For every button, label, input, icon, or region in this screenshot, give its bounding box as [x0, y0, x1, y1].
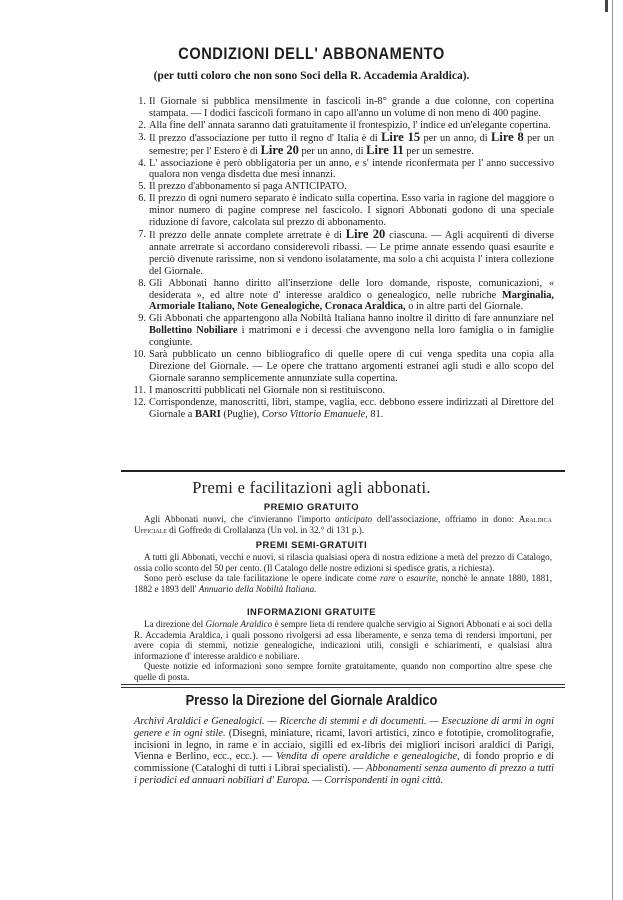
condition-item: 5. Il prezzo d'abbonamento si paga ANTICIPATO. — [138, 181, 347, 193]
condition-item: 3. Il prezzo d'associazione per tutto il regno d' Italia è di Lire 15 per un anno, di Lire 8 per un semestre; per l' Estero è di Lire 20 per un anno, di Lire 11 per un semestre. — [138, 129, 554, 157]
premi-title: Premi e facilitazioni agli abbonati. — [192, 478, 431, 497]
condition-item: 7. Il prezzo delle annate complete arretrate è di Lire 20 ciascuna. — Agli acquirenti di diverse annate arretrate si accordano considerevoli ribassi. — Le prime annate essendo quasi esaurite e perciò divenute rarissime, non si vendono isolatamente, ma solo a chi acquista l' intera collezione del Giornale. — [138, 226, 555, 277]
condition-item: 6. Il prezzo di ogni numero separato è indicato sulla copertina. Esso varia in ragione del maggiore o minor numero di pagine comprese nel fascicolo. I signori Abbonati godono di una speciale riduzione di favore, calcolata sul prezzo di abbonamento. — [138, 193, 554, 229]
page-subtitle: (per tutti coloro che non sono Soci della R. Accademia Araldica). — [153, 70, 470, 82]
condition-item: 8. Gli Abbonati hanno diritto all'inserzione delle loro domande, risposte, comunicazioni, « desiderata », ed altre note d' interesse araldico o genealogico, nelle rubriche Marginalia, Armoriale Italiano, Note Genealogiche, Cronaca Araldica, o in altre parti del Giornale. — [138, 277, 554, 313]
informazioni-heading: INFORMAZIONI GRATUITE — [246, 606, 377, 617]
premio-gratuito-text: Agli Abbonati nuovi, che c'invieranno l'importo anticipato dell'associazione, offriamo in dono: Araldica Ufficiale di Goffredo di Crollalanza (Un vol. in 32.° di 131 p.). — [134, 514, 553, 535]
condition-item: 1. Il Giornale si pubblica mensilmente in fascicoli in-8° grande a due colonne, con copertina stampata. — I dodici fascicoli formano in capo all'anno un volume di non meno di 400 pagine. — [138, 96, 554, 119]
premi-semi-heading: PREMI SEMI-GRATUITI — [255, 539, 368, 550]
conditions-list — [134, 96, 554, 420]
page-title: CONDIZIONI DELL' ABBONAMENTO — [178, 44, 445, 63]
presso-title: Presso la Direzione del Giornale Araldico — [185, 692, 438, 709]
condition-item: 2. Alla fine dell' annata saranno dati gratuitamente il frontespizio, l' indice ed un'elegante copertina. — [138, 119, 551, 131]
condition-item: 10. Sarà pubblicato un cenno bibliografico di quelle opere di cui venga spedita una copia alla Direzione del Giornale. — Le opere che trattano argomenti estranei agli studi e allo scopo del Giornale saranno semplicemente annunziate sulla copertina. — [133, 349, 554, 384]
informazioni-text: La direzione del Giornale Araldico è sempre lieta di rendere qualche servigio ai Signori Abbonati e ai soci della R. Accademia Araldica, i quali possono rivolgersi ad essa liberamente, e senza tema di rendersi importuni, per avere copia di stemmi, notizie genealogiche, indicazioni utili, consigli e schiarimenti, e qualsiasi altra informazione d' interesse araldico e nobiliare. Queste notizie ed informazioni sono sempre fornite gratuitamente, quando non comportino altre spese che quelle di posta. — [134, 619, 552, 682]
section-divider — [121, 684, 565, 685]
condition-item: 4. L' associazione è però obbligatoria per un anno, e s' intende riconfermata per l' anno successivo qualora non venga disdetta due mesi innanzi. — [138, 157, 554, 181]
section-divider — [121, 470, 565, 472]
section-divider — [121, 687, 565, 688]
condition-item: 11. I manoscritti pubblicati nel Giornale non si restituiscono. — [133, 384, 386, 396]
premio-gratuito-heading: PREMIO GRATUITO — [263, 501, 360, 512]
condition-item: 9. Gli Abbonati che appartengono alla Nobiltà Italiana hanno inoltre il diritto di fare annunziare nel Bollettino Nobiliare i matrimoni e i decessi che avvengono nella loro famiglia o in famiglie congiunte. — [138, 313, 554, 349]
condition-item: 12. Corrispondenze, manoscritti, libri, stampe, vaglia, ecc. debbono essere indirizzati al Direttore del Giornale a BARI (Puglie), Corso Vittorio Emanuele, 81. — [133, 396, 554, 420]
premi-semi-text: A tutti gli Abbonati, vecchi e nuovi, si rilascia qualsiasi opera di nostra edizione a metà del prezzo di Catalogo, ossia collo sconto del 50 per cento. (Il Catalogo delle nostre edizioni si spedisce gratis, a richiesta). Sono però escluse da tale facilitazione le opere indicate come rare o esaurite, nonchè le annate 1880, 1881, 1882 e 1893 dell' Annuario della Nobiltà Italiana. — [134, 552, 552, 594]
presso-text: Archivi Araldici e Genealogici. — Ricerche di stemmi e di documenti. — Esecuzione di armi in ogni genere e in ogni stile. (Disegni, miniature, ricami, lavori artistici, zinco e fototipie, cromolitografie, incisioni in legno, in rame e in acciaio, sigilli ed ex-libris dei migliori incisori araldici di Parigi, Vienna e Berlino, ecc., ecc.). — Vendita di opere araldiche e genealogiche, di fondo proprio e di commissione (Cataloghi di tutti i Librai specialisti). — Abbonamenti senza aumento di prezzo a tutti i periodici ed annuari nobiliari d' Europa. — Corrispondenti in ogni città. — [134, 716, 555, 786]
